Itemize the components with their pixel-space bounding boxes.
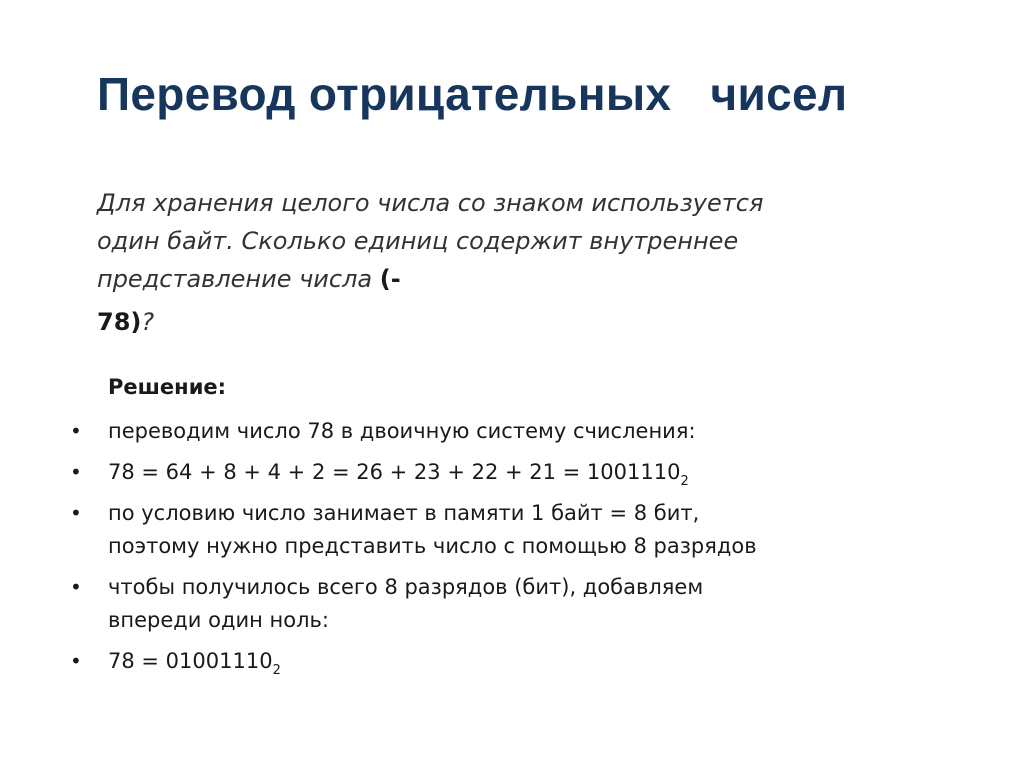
list-item: [70, 645, 790, 678]
question-line-2: [97, 300, 777, 344]
subscript-base: 2: [272, 663, 281, 678]
slide-title: Перевод отрицательных чисел: [97, 68, 848, 120]
bullet-icon: •: [70, 649, 82, 673]
question-number-open: (-: [379, 265, 401, 293]
list-item: [70, 571, 790, 637]
bullet-icon: •: [70, 575, 82, 599]
question-number-close: 78): [97, 308, 142, 336]
list-item-text: по условию число занимает в памяти 1 байт = 8 бит, поэтому нужно представить число с помощью 8 разрядов: [108, 501, 757, 558]
subscript-base: 2: [680, 474, 689, 489]
question-text-body: Для хранения целого числа со знаком используется один байт. Сколько единиц содержит внутреннее представление числа: [97, 189, 764, 293]
bullet-icon: •: [70, 501, 82, 525]
list-item-text: 78 = 01001110: [108, 649, 273, 673]
solution-heading: Решение:: [108, 375, 227, 399]
list-item-text: переводим число 78 в двоичную систему счисления:: [108, 419, 696, 443]
list-item-text: 78 = 64 + 8 + 4 + 2 = 26 + 23 + 22 + 21 = 1001110: [108, 460, 681, 484]
solution-bullet-list: [70, 415, 790, 686]
list-item-text: чтобы получилось всего 8 разрядов (бит), добавляем впереди один ноль:: [108, 575, 704, 632]
list-item: [70, 415, 790, 448]
bullet-icon: •: [70, 419, 82, 443]
bullet-icon: •: [70, 460, 82, 484]
question-mark: ?: [141, 308, 155, 336]
list-item: [70, 456, 790, 489]
list-item: [70, 497, 790, 563]
question-text: [97, 184, 777, 344]
